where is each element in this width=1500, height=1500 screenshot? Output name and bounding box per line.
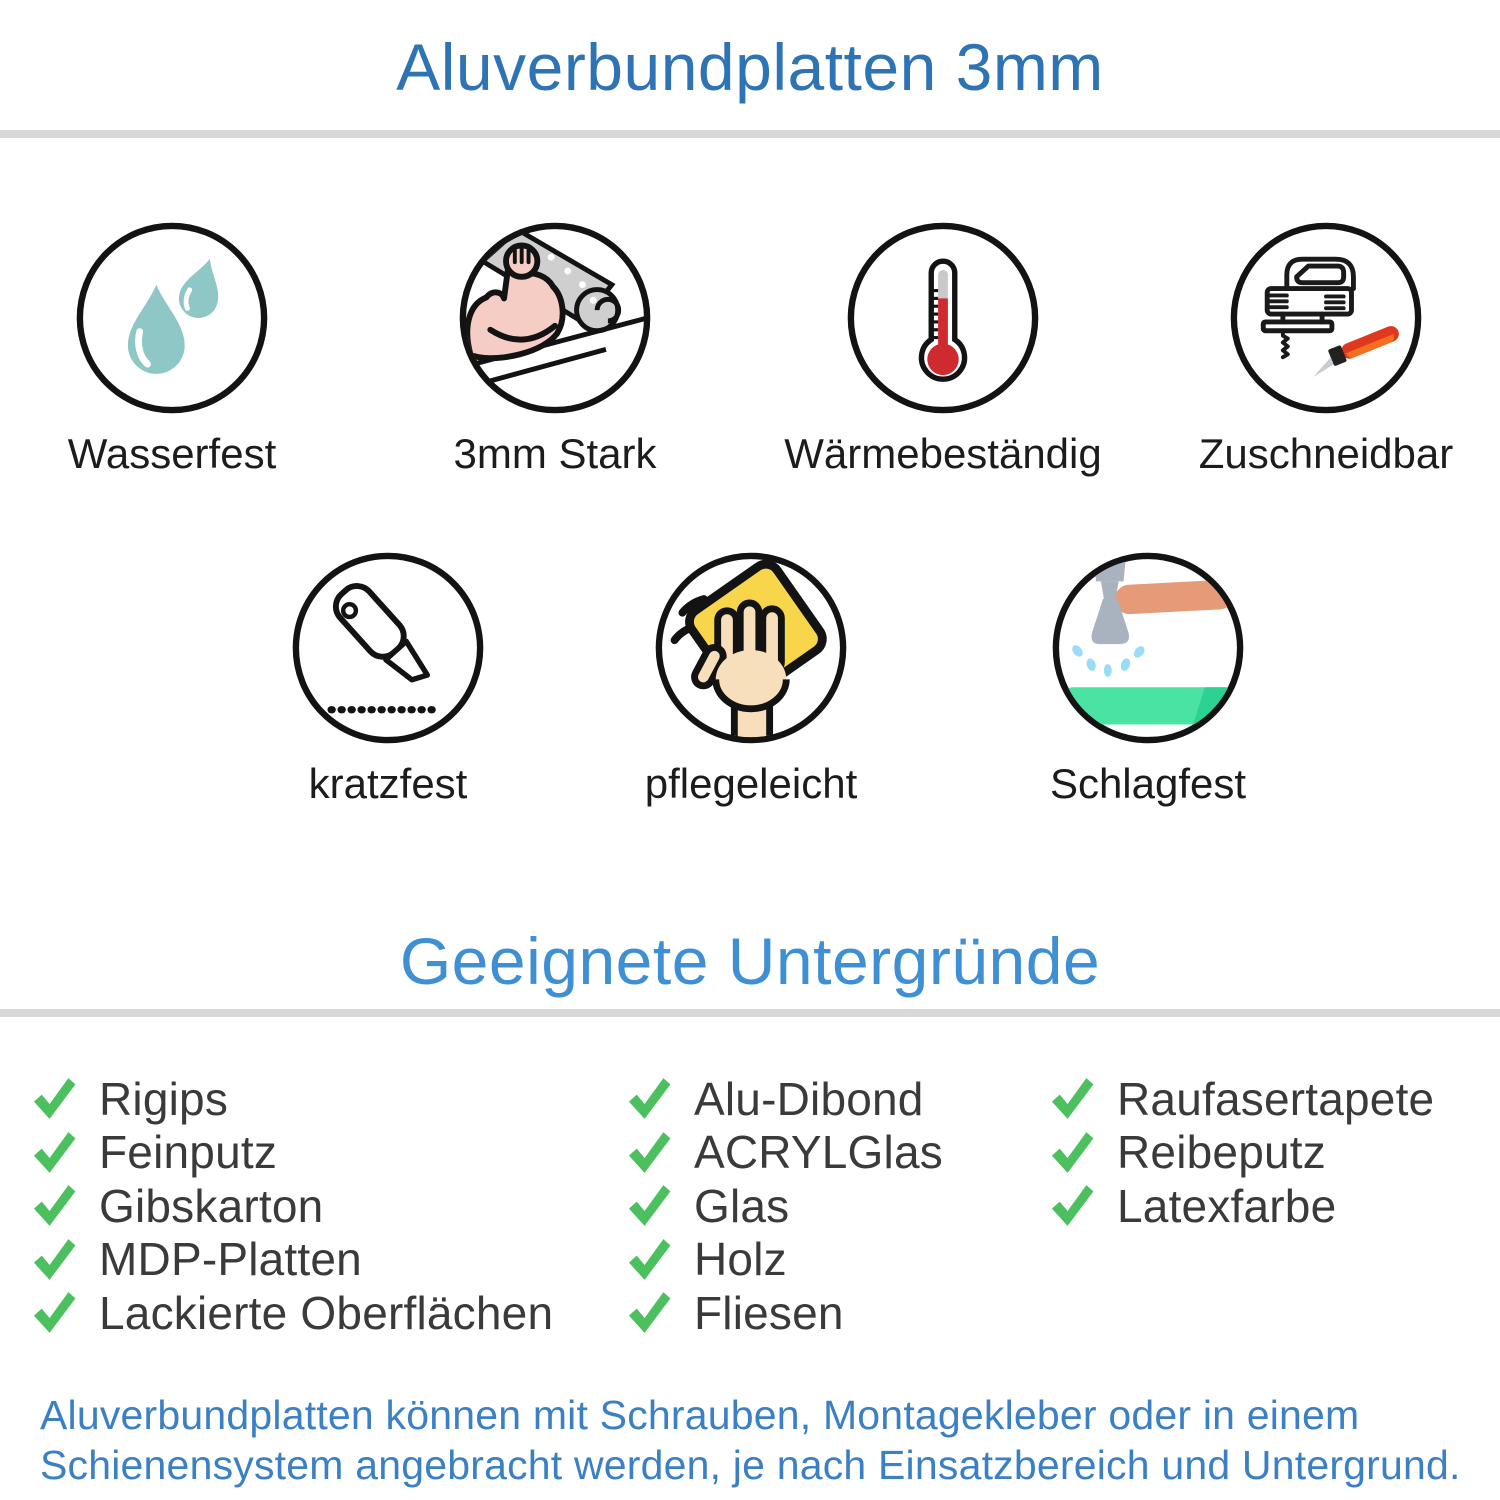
mounting-note-line2: Schienensystem angebracht werden, je nach Einsatzbereich und Untergrund. [40,1442,1461,1488]
check-icon [625,1236,672,1283]
substrate-label: Fliesen [694,1286,844,1339]
substrate-item [30,1179,553,1233]
substrates-column-3 [1048,1072,1434,1233]
feature-label: pflegeleicht [644,760,858,807]
substrate-item [1048,1126,1434,1180]
mounting-note-line1: Aluverbundplatten können mit Schrauben, Montagekleber oder in einem [40,1392,1360,1438]
check-icon [1048,1182,1095,1229]
substrate-label: Lackierte Oberflächen [99,1286,554,1339]
feature-label: 3mm Stark [453,430,657,477]
jigsaw-cutter-icon [1228,220,1424,416]
feature-label: Zuschneidbar [1198,430,1454,477]
cleaning-hand-icon [653,550,849,746]
substrate-label: Reibeputz [1117,1126,1326,1179]
feature-label: Wärmebeständig [784,430,1102,477]
feature-waterproof [0,220,352,476]
substrate-label: Raufasertapete [1117,1072,1435,1125]
check-icon [625,1075,672,1122]
check-icon [30,1129,77,1176]
substrates-column-1 [30,1072,553,1340]
check-icon [30,1182,77,1229]
substrate-item [30,1233,553,1287]
feature-heat-resistant [763,220,1123,476]
mounting-note [40,1390,1461,1490]
substrate-item [30,1126,553,1180]
substrate-label: Gibskarton [99,1179,324,1232]
substrate-item [625,1126,943,1180]
thermometer-icon [845,220,1041,416]
feature-cuttable [1146,220,1500,476]
muscle-arm-icon [457,220,653,416]
check-icon [625,1129,672,1176]
page-title: Aluverbundplatten 3mm [396,30,1104,104]
check-icon [30,1289,77,1336]
substrate-item [1048,1179,1434,1233]
check-icon [30,1236,77,1283]
substrate-item [30,1072,553,1126]
substrate-item [625,1179,943,1233]
substrate-label: Holz [694,1233,787,1286]
section-subtitle: Geeignete Untergründe [399,924,1101,998]
feature-easy-care [571,550,931,806]
substrate-label: Latexfarbe [1117,1179,1337,1232]
check-icon [625,1182,672,1229]
substrate-item [625,1286,943,1340]
substrate-item [30,1286,553,1340]
hammer-impact-icon [1050,550,1246,746]
substrate-label: Feinputz [99,1126,278,1179]
feature-strength [375,220,735,476]
substrates-column-2 [625,1072,943,1340]
section-divider [0,1009,1500,1017]
check-icon [1048,1129,1095,1176]
substrate-item [625,1072,943,1126]
feature-label: kratzfest [308,760,468,807]
substrate-item [1048,1072,1434,1126]
check-icon [30,1075,77,1122]
substrate-label: Rigips [99,1072,229,1125]
feature-impact-resistant [968,550,1328,806]
check-icon [625,1289,672,1336]
water-drops-icon [74,220,270,416]
feature-label: Wasserfest [67,430,277,477]
utility-knife-icon [290,550,486,746]
substrate-label: ACRYLGlas [694,1126,943,1179]
section-divider [0,130,1500,138]
substrate-item [625,1233,943,1287]
feature-label: Schlagfest [1049,760,1247,807]
substrate-label: Alu-Dibond [694,1072,924,1125]
substrate-label: Glas [694,1179,790,1232]
feature-scratch-resistant [208,550,568,806]
check-icon [1048,1075,1095,1122]
substrate-label: MDP-Platten [99,1233,362,1286]
